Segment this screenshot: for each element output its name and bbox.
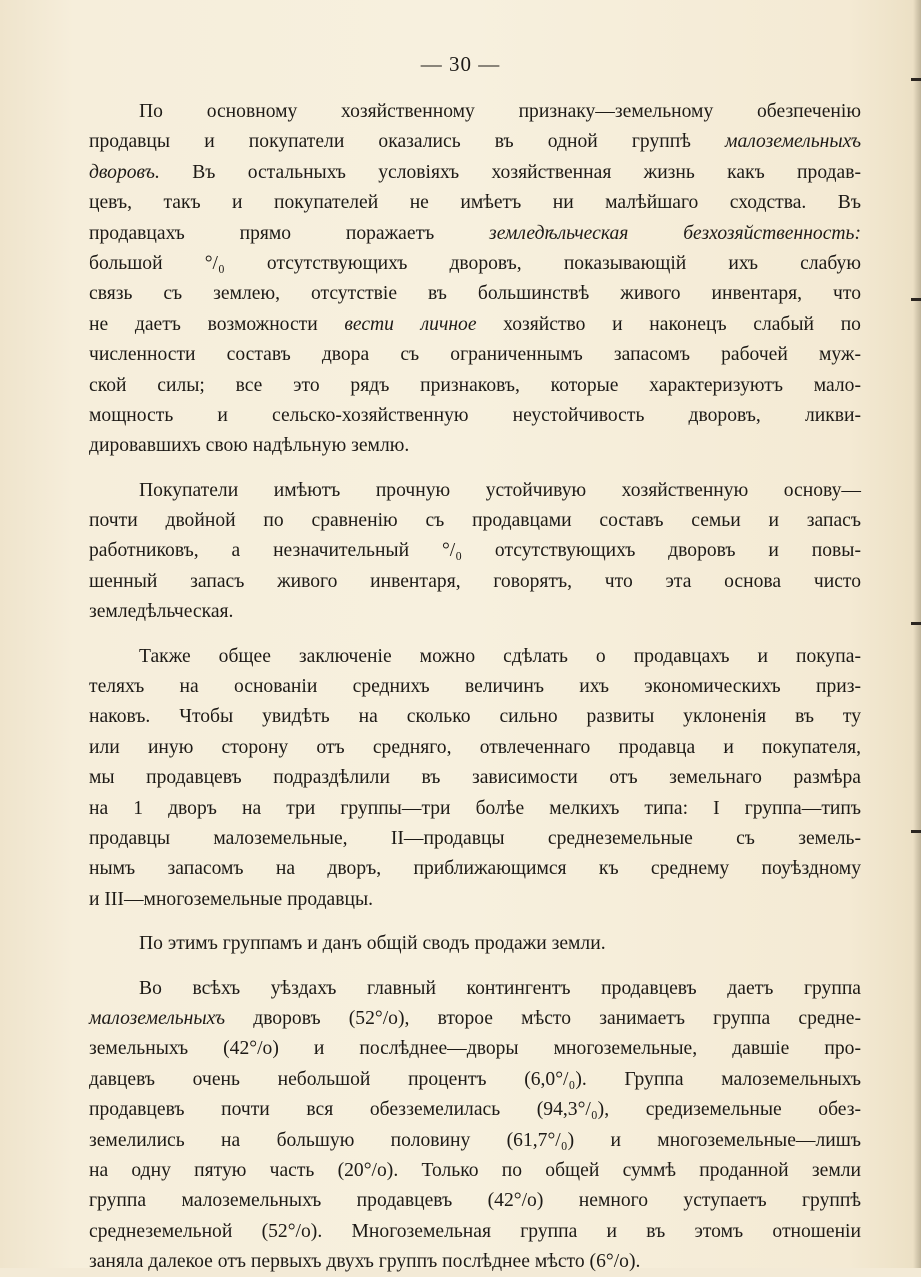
text-line: продавцы малоземельные, II—продавцы среднеземельные съ земель- <box>89 827 861 849</box>
text-line: По основному хозяйственному признаку—земельному обезпеченію <box>139 101 861 122</box>
italic-phrase: дворовъ. <box>89 161 160 183</box>
text-line: мощность и сельско-хозяйственную неустойчивость дворовъ, ликви- <box>89 404 861 426</box>
paragraph <box>89 97 861 462</box>
text-line: цевъ, такъ и покупателей не имѣетъ ни малѣйшаго сходства. Въ <box>89 192 861 214</box>
text-line: работниковъ, а незначительный °/₀ отсутствующихъ дворовъ и повы- <box>89 540 861 562</box>
text-line: наковъ. Чтобы увидѣть на сколько сильно развиты уклоненія въ ту <box>89 706 861 728</box>
italic-phrase: малоземельныхъ <box>89 1007 226 1029</box>
paragraph <box>89 929 861 959</box>
italic-phrase: малоземельныхъ <box>724 131 861 153</box>
text-line: почти двойной по сравненію съ продавцами составъ семьи и запасъ <box>89 510 861 532</box>
text-line: или иную сторону отъ средняго, отвлеченнаго продавца и покупателя, <box>89 736 861 758</box>
italic-phrase: вести личное <box>344 313 477 335</box>
text-line: шенный запасъ живого инвентаря, говорятъ, что эта основа чисто <box>89 570 861 592</box>
text-line: группа малоземельныхъ продавцевъ (42°/о) немного уступаетъ группѣ <box>89 1190 861 1212</box>
text-line: малоземельныхъ дворовъ (52°/о), второе мѣсто занимаетъ группа средне- <box>89 1007 861 1029</box>
text-line: численности составъ двора съ ограниченнымъ запасомъ рабочей муж- <box>89 344 861 366</box>
text-line: среднеземельной (52°/о). Многоземельная группа и въ этомъ отношеніи <box>89 1220 861 1242</box>
text-line: заняла далекое отъ первыхъ двухъ группъ послѣднее мѣсто (6°/о). <box>89 1251 641 1273</box>
margin-mark <box>911 622 921 625</box>
page-edge-shadow <box>913 0 921 1268</box>
text-line: связь съ землею, отсутствіе въ большинствѣ живого инвентаря, что <box>89 283 861 305</box>
text-line: ской силы; все это рядъ признаковъ, которые характеризуютъ мало- <box>89 374 861 396</box>
text-line: нымъ запасомъ на дворъ, приближающимся къ среднему поуѣздному <box>89 858 861 880</box>
margin-mark <box>911 830 921 833</box>
text-line: земелились на большую половину (61,7°/₀) и многоземельные—лишъ <box>89 1129 861 1151</box>
margin-mark <box>911 78 921 81</box>
text-line: продавцевъ почти вся обезземелилась (94,3°/₀), средиземельные обез- <box>89 1099 861 1121</box>
text-line: и III—многоземельные продавцы. <box>89 888 374 910</box>
text-line: продавцахъ прямо поражаетъ земледѣльческая безхозяйственность: <box>89 222 861 244</box>
paragraph <box>89 476 861 628</box>
text-line: Покупатели имѣютъ прочную устойчивую хозяйственную основу— <box>139 479 861 501</box>
text-line: Во всѣхъ уѣздахъ главный контингентъ продавцевъ даетъ группа <box>139 977 861 999</box>
text-line: не даетъ возможности вести личное хозяйство и наконецъ слабый по <box>89 313 861 335</box>
italic-phrase: земледѣльческая безхозяйственность: <box>489 222 861 244</box>
paragraph <box>89 642 861 916</box>
text-line: теляхъ на основаніи среднихъ величинъ ихъ экономическихъ приз- <box>89 676 861 698</box>
text-line: мы продавцевъ подраздѣлили въ зависимости отъ земельнаго размѣра <box>89 767 861 789</box>
text-line: на 1 дворъ на три группы—три болѣе мелкихъ типа: I группа—типъ <box>89 797 861 819</box>
text-line: земельныхъ (42°/о) и послѣднее—дворы многоземельные, давшіе про- <box>89 1038 861 1060</box>
margin-mark <box>911 298 921 301</box>
text-line: продавцы и покупатели оказались въ одной группѣ малоземельныхъ <box>89 131 861 153</box>
document-body <box>89 97 861 1277</box>
text-line: По этимъ группамъ и данъ общій сводъ продажи земли. <box>139 933 606 955</box>
text-line: земледѣльческая. <box>89 601 234 623</box>
page-number: — 30 — <box>420 52 501 76</box>
text-line: большой °/₀ отсутствующихъ дворовъ, показывающій ихъ слабую <box>89 252 861 274</box>
text-line: дировавшихъ свою надѣльную землю. <box>89 435 410 457</box>
text-line: на одну пятую часть (20°/о). Только по общей суммѣ проданной земли <box>89 1159 861 1181</box>
text-line: дворовъ. Въ остальныхъ условіяхъ хозяйственная жизнь какъ продав- <box>89 161 861 183</box>
text-line: Также общее заключеніе можно сдѣлать о продавцахъ и покупа- <box>139 645 861 667</box>
text-line: давцевъ очень небольшой процентъ (6,0°/₀). Группа малоземельныхъ <box>89 1068 861 1090</box>
paragraph <box>89 974 861 1277</box>
